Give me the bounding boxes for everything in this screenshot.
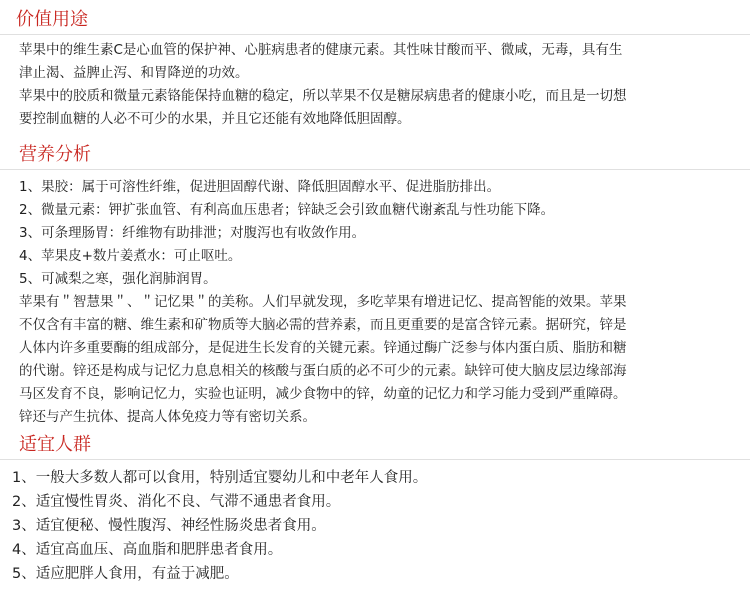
nutrition-list <box>19 176 750 291</box>
list-item: 3、可条理肠胃：纤维物有助排泄；对腹泻也有收敛作用。 <box>19 225 366 241</box>
paragraph-line: 人体内许多重要酶的组成部分，是促进生长发育的关键元素。锌通过酶广泛参与体内蛋白质、脂肪和糖 <box>19 340 627 356</box>
list-item: 3、适宜便秘、慢性腹泻、神经性肠炎患者食用。 <box>12 518 326 534</box>
section-title: 营养分析 <box>19 144 91 165</box>
list-item: 4、苹果皮+数片姜煮水：可止呕吐。 <box>19 248 242 264</box>
suitable-people-list <box>12 466 750 586</box>
section-nutrition-analysis <box>0 144 750 429</box>
list-item: 1、一般大多数人都可以食用，特别适宜婴幼儿和中老年人食用。 <box>12 470 428 486</box>
paragraph-line: 马区发育不良，影响记忆力，实验也证明，减少食物中的锌，幼童的记忆力和学习能力受到严重障碍。 <box>19 386 627 402</box>
paragraph-line: 苹果中的维生素C是心血管的保护神、心脏病患者的健康元素。其性味甘酸而平、微咸，无毒，具有生 <box>19 42 623 58</box>
divider <box>0 169 750 170</box>
section-suitable-people <box>0 434 750 586</box>
section-title: 价值用途 <box>16 9 88 30</box>
paragraph-line: 苹果中的胶质和微量元素铬能保持血糖的稳定，所以苹果不仅是糖尿病患者的健康小吃，而且是一切想 <box>19 88 627 104</box>
paragraph-line: 不仅含有丰富的糖、维生素和矿物质等大脑必需的营养素，而且更重要的是富含锌元素。据研究，锌是 <box>19 317 627 333</box>
list-item: 5、可减梨之寒，强化润肺润胃。 <box>19 271 217 287</box>
list-item: 1、果胶：属于可溶性纤维，促进胆固醇代谢、降低胆固醇水平、促进脂肪排出。 <box>19 179 501 195</box>
section-value-uses <box>0 9 750 131</box>
paragraph-line: 苹果有＂智慧果＂、＂记忆果＂的美称。人们早就发现，多吃苹果有增进记忆、提高智能的效果。苹果 <box>19 294 627 310</box>
paragraph-line: 津止渴、益脾止泻、和胃降逆的功效。 <box>19 65 249 81</box>
section-body <box>0 176 750 429</box>
paragraph-line: 锌还与产生抗体、提高人体免疫力等有密切关系。 <box>19 409 316 425</box>
list-item: 2、微量元素：钾扩张血管、有利高血压患者；锌缺乏会引致血糖代谢紊乱与性功能下降。 <box>19 202 555 218</box>
list-item: 2、适宜慢性胃炎、消化不良、气滞不通患者食用。 <box>12 494 341 510</box>
paragraph-line: 要控制血糖的人必不可少的水果，并且它还能有效地降低胆固醇。 <box>19 111 411 127</box>
section-body <box>0 466 750 586</box>
divider <box>0 459 750 460</box>
list-item: 5、适应肥胖人食用，有益于减肥。 <box>12 566 239 582</box>
divider <box>0 34 750 35</box>
section-body <box>0 39 750 131</box>
paragraph-line: 的代谢。锌还是构成与记忆力息息相关的核酸与蛋白质的必不可少的元素。缺锌可使大脑皮层边缘部海 <box>19 363 627 379</box>
list-item: 4、适宜高血压、高血脂和肥胖患者食用。 <box>12 542 283 558</box>
section-title: 适宜人群 <box>19 434 91 455</box>
